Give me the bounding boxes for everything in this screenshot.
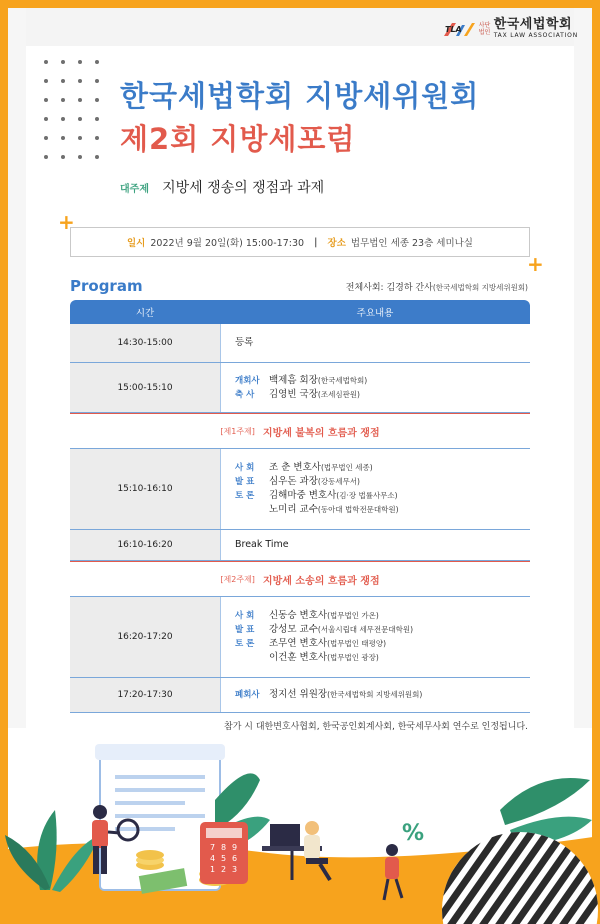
calculator-key: 4 <box>210 854 216 863</box>
row-time: 16:10-16:20 <box>70 530 220 560</box>
speaker-affiliation: (강동세무서) <box>317 477 360 486</box>
calculator-keys <box>210 843 237 874</box>
role-label: 발 표 <box>235 477 255 487</box>
calculator-key: 5 <box>221 854 227 863</box>
decorative-dot <box>44 136 48 140</box>
header-time: 시간 <box>135 308 155 319</box>
main-theme <box>120 177 324 197</box>
row-time: 15:10-16:10 <box>70 449 220 529</box>
row-content: 등록 <box>235 337 254 348</box>
plus-icon: + <box>58 210 75 234</box>
left-gray-band <box>8 8 26 728</box>
decorative-dot <box>61 79 65 83</box>
speaker-affiliation: (김·장 법률사무소) <box>336 491 398 500</box>
row-content: Break Time <box>235 539 289 550</box>
speaker-name: 신동승 변호사 <box>269 610 328 621</box>
calculator-key: 9 <box>232 843 238 852</box>
decorative-dot <box>61 60 65 64</box>
logo-korean-name: 한국세법학회 <box>493 17 573 32</box>
speaker-name: 조 춘 변호사 <box>269 462 321 473</box>
logo-english-name: TAX LAW ASSOCIATION <box>493 32 578 39</box>
percent-icon: % <box>402 821 425 846</box>
decorative-dot <box>78 117 82 121</box>
event-info-box <box>70 227 530 257</box>
row-time: 14:30-15:00 <box>70 324 220 362</box>
table-row <box>70 449 530 530</box>
calculator-key: 2 <box>221 865 227 874</box>
decorative-dot <box>44 98 48 102</box>
place-label: 장소 <box>327 238 346 249</box>
speaker-name: 김영빈 국장 <box>269 388 318 400</box>
calculator-key: 6 <box>232 854 238 863</box>
decorative-dot <box>95 136 99 140</box>
decorative-dot <box>61 98 65 102</box>
frame-top <box>0 0 600 8</box>
speaker-affiliation: (법무법인 광장) <box>327 653 379 662</box>
decorative-dot <box>44 117 48 121</box>
row-time: 17:20-17:30 <box>70 678 220 712</box>
decorative-dot <box>78 136 82 140</box>
decorative-dot-grid <box>44 60 102 168</box>
speaker-affiliation: (서울시립대 세무전문대학원) <box>317 625 414 634</box>
speaker-affiliation: (법무법인 세종) <box>320 463 373 472</box>
decorative-dot <box>95 60 99 64</box>
page-title-line2: 제2회 지방세포럼 <box>120 122 356 156</box>
svg-text:TLA: TLA <box>444 25 462 34</box>
info-separator: | <box>314 236 318 248</box>
topic-row <box>70 413 530 449</box>
header-content: 주요내용 <box>356 308 394 319</box>
calculator-key: 3 <box>232 865 238 874</box>
decorative-dot <box>61 155 65 159</box>
presider-label: 전체사회: <box>345 283 384 293</box>
main-theme-label: 대주제 <box>120 184 149 195</box>
decorative-dot <box>61 136 65 140</box>
speaker-name: 김해마중 변호사 <box>269 490 337 501</box>
row-time: 15:00-15:10 <box>70 363 220 412</box>
role-label: 사 회 <box>235 463 255 473</box>
program-table <box>70 300 530 713</box>
bottom-illustration <box>0 740 600 924</box>
calculator-key: 7 <box>210 843 216 852</box>
decorative-dot <box>95 79 99 83</box>
date-value: 2022년 9월 20일(화) 15:00-17:30 <box>150 238 305 249</box>
plus-icon: + <box>527 252 544 276</box>
role-label: 발 표 <box>235 625 255 635</box>
accreditation-note: 참가 시 대한변호사협회, 한국공인회계사회, 한국세무사회 연수로 인정됩니다. <box>224 722 528 732</box>
speaker-name: 심우돈 과장 <box>269 476 318 487</box>
logo-small-label: 사단법인 <box>478 22 491 36</box>
table-row <box>70 597 530 678</box>
role-label: 사 회 <box>235 611 255 621</box>
decorative-dot <box>44 79 48 83</box>
decorative-dot <box>78 98 82 102</box>
speaker-name: 조무연 변호사 <box>269 638 328 649</box>
speaker-affiliation: (법무법인 가온) <box>327 611 379 620</box>
speaker-name: 정지선 위원장 <box>269 689 328 700</box>
speaker-affiliation: (조세심판원) <box>317 389 360 399</box>
calculator-key: 1 <box>210 865 216 874</box>
speaker-name: 노미리 교수 <box>269 504 318 515</box>
presider-affiliation: (한국세법학회 지방세위원회) <box>432 283 528 292</box>
topic-tag: [제2주제] <box>220 574 255 584</box>
right-gray-band <box>574 8 592 728</box>
table-header <box>70 300 530 324</box>
role-label: 축 사 <box>235 389 255 400</box>
tla-logo-icon <box>442 20 476 38</box>
decorative-dot <box>44 60 48 64</box>
place-value: 법무법인 세종 23층 세미나실 <box>350 238 473 249</box>
calculator-icon <box>200 822 248 884</box>
topic-title: 지방세 불복의 흐름과 쟁점 <box>262 427 380 439</box>
table-row <box>70 530 530 561</box>
decorative-dot <box>95 155 99 159</box>
calculator-key: 8 <box>221 843 227 852</box>
decorative-dot <box>44 155 48 159</box>
topic-tag: [제1주제] <box>220 426 255 436</box>
topic-title: 지방세 소송의 흐름과 쟁점 <box>262 575 380 587</box>
speaker-affiliation: (한국세법학회) <box>317 375 368 385</box>
speaker-affiliation: (동아대 법학전문대학원) <box>317 505 399 514</box>
role-label: 토 론 <box>235 639 255 649</box>
table-row <box>70 363 530 413</box>
speaker-name: 강성모 교수 <box>269 624 318 635</box>
speaker-affiliation: (법무법인 태평양) <box>327 639 387 648</box>
table-row <box>70 324 530 363</box>
program-heading: Program <box>70 277 143 295</box>
speaker-affiliation: (한국세법학회 지방세위원회) <box>327 690 423 699</box>
decorative-dot <box>95 98 99 102</box>
decorative-dot <box>78 60 82 64</box>
decorative-dot <box>78 155 82 159</box>
date-label: 일시 <box>127 238 146 249</box>
topic-row <box>70 561 530 597</box>
role-label: 토 론 <box>235 491 255 501</box>
role-label: 폐회사 <box>235 690 260 700</box>
speaker-name: 백제흠 회장 <box>269 374 318 386</box>
row-time: 16:20-17:20 <box>70 597 220 677</box>
decorative-dot <box>78 79 82 83</box>
page-title-line1: 한국세법학회 지방세위원회 <box>120 79 480 113</box>
main-theme-text: 지방세 쟁송의 쟁점과 과제 <box>162 180 325 196</box>
role-label: 개회사 <box>235 375 260 386</box>
association-logo <box>442 18 578 40</box>
table-row <box>70 678 530 713</box>
speaker-name: 이건훈 변호사 <box>269 652 328 663</box>
decorative-dot <box>95 117 99 121</box>
presider-info <box>346 280 528 293</box>
presider-name: 김경하 간사 <box>386 283 433 293</box>
decorative-dot <box>61 117 65 121</box>
